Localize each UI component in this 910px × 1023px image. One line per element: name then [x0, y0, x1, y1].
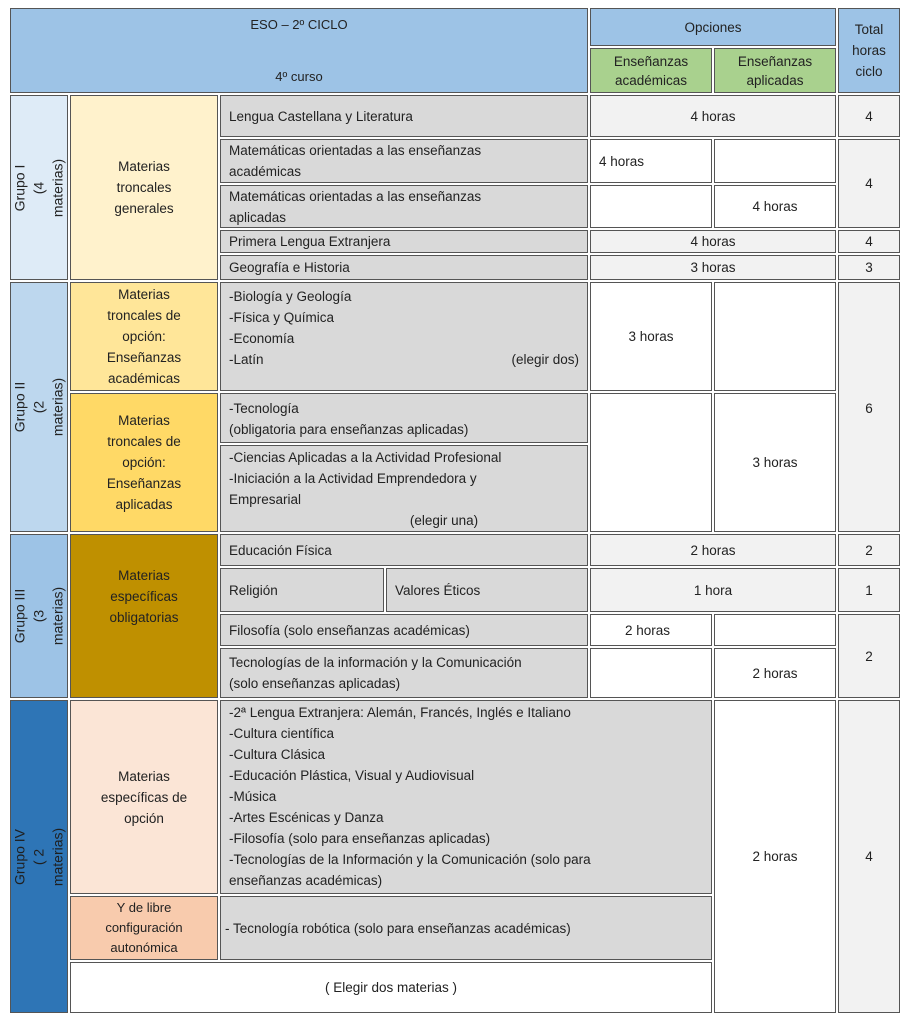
- hours-mat-aplicadas: 4 horas: [714, 185, 836, 228]
- hours-troncales-aplicadas-academicas: [590, 393, 712, 532]
- total-hours-header: Total horas ciclo: [838, 8, 900, 93]
- group-3-text: Grupo III (3 materias): [11, 586, 66, 646]
- hours-primera-lengua: 4 horas: [590, 230, 836, 253]
- option-aplicadas-header: Enseñanzas aplicadas: [714, 48, 836, 93]
- hours-lengua: 4 horas: [590, 95, 836, 137]
- ciencias-aplicadas-list: -Ciencias Aplicadas a la Actividad Profesional -Iniciación a la Actividad Emprendedora y Empresarial: [229, 450, 502, 507]
- subjects-ciencias-aplicadas: [220, 445, 588, 532]
- hours-mat-academicas: 4 horas: [590, 139, 712, 183]
- hours-mat-academicas-aplicadas: [714, 139, 836, 183]
- category-troncales-generales: Materias troncales generales: [70, 95, 218, 280]
- hours-troncales-academicas-aplicadas: [714, 282, 836, 391]
- subject-tecnologia: -Tecnología (obligatoria para enseñanzas aplicadas): [220, 393, 588, 443]
- troncales-academicas-list: -Biología y Geología -Física y Química -Economía: [229, 289, 352, 346]
- total-geografia: 3: [838, 255, 900, 280]
- opciones-header: Opciones: [590, 8, 836, 46]
- group-1-label: [10, 95, 68, 280]
- stage-label: ESO – 2º CICLO: [250, 16, 348, 32]
- subject-religion: Religión: [220, 568, 384, 612]
- hours-tic: 2 horas: [714, 648, 836, 698]
- subject-valores: Valores Éticos: [386, 568, 588, 612]
- subjects-especificas-opcion: -2ª Lengua Extranjera: Alemán, Francés, Inglés e Italiano -Cultura científica -Cultura Clásica -Educación Plástica, Visual y Audiovisual -Música -Artes Escénicas y Danza -Filosofía (solo para enseñanzas aplicadas) -Tecnologías de la Información y la Comunicación (solo para enseñanzas académicas): [220, 700, 712, 894]
- total-grupo-4: 4: [838, 700, 900, 1013]
- hours-tic-academicas: [590, 648, 712, 698]
- hours-grupo-4: 2 horas: [714, 700, 836, 1013]
- subject-lengua: Lengua Castellana y Literatura: [220, 95, 588, 137]
- hours-filosofia: 2 horas: [590, 614, 712, 646]
- hours-geografia: 3 horas: [590, 255, 836, 280]
- subject-robotica: - Tecnología robótica (solo para enseñanzas académicas): [220, 896, 712, 960]
- elegir-una-note: (elegir una): [409, 513, 479, 528]
- latin-row: [229, 349, 579, 370]
- category-especificas-obligatorias: Materias específicas obligatorias: [70, 534, 218, 698]
- total-grupo-2-value: 6: [865, 401, 873, 416]
- hours-filosofia-aplicadas: [714, 614, 836, 646]
- group-2-text: Grupo II (2 materias): [11, 377, 66, 437]
- category-troncales-aplicadas: Materias troncales de opción: Enseñanzas aplicadas: [70, 393, 218, 532]
- hours-ed-fisica: 2 horas: [590, 534, 836, 566]
- elegir-dos-note: (elegir dos): [511, 352, 579, 367]
- total-grupo-2: [838, 282, 900, 532]
- group-2-label: [10, 282, 68, 532]
- subject-geografia: Geografía e Historia: [220, 255, 588, 280]
- latin-label: -Latín: [229, 352, 264, 367]
- table-title: [10, 8, 588, 93]
- group-1-text: Grupo I (4 materias): [11, 158, 66, 217]
- group-3-label: [10, 534, 68, 698]
- hours-troncales-aplicadas: 3 horas: [714, 393, 836, 532]
- option-academicas-header: Enseñanzas académicas: [590, 48, 712, 93]
- category-libre-configuracion: Y de libre configuración autonómica: [70, 896, 218, 960]
- course-label: 4º curso: [275, 68, 323, 84]
- total-ed-fisica: 2: [838, 534, 900, 566]
- subject-ed-fisica: Educación Física: [220, 534, 588, 566]
- total-primera-lengua: 4: [838, 230, 900, 253]
- subjects-troncales-academicas: [220, 282, 588, 391]
- total-lengua: 4: [838, 95, 900, 137]
- elegir-dos-materias: ( Elegir dos materias ): [70, 962, 712, 1013]
- category-troncales-academicas: Materias troncales de opción: Enseñanzas académicas: [70, 282, 218, 391]
- group-4-label: [10, 700, 68, 1013]
- hours-religion-valores: 1 hora: [590, 568, 836, 612]
- hours-mat-aplicadas-academicas: [590, 185, 712, 228]
- total-religion: 1: [838, 568, 900, 612]
- subject-tic: Tecnologías de la información y la Comunicación (solo enseñanzas aplicadas): [220, 648, 588, 698]
- hours-troncales-academicas: 3 horas: [590, 282, 712, 391]
- category-especificas-opcion: Materias específicas de opción: [70, 700, 218, 894]
- total-matematicas: 4: [838, 139, 900, 228]
- subject-mat-aplicadas: Matemáticas orientadas a las enseñanzas aplicadas: [220, 185, 588, 228]
- total-filosofia-tic: 2: [838, 614, 900, 698]
- subject-mat-academicas: Matemáticas orientadas a las enseñanzas académicas: [220, 139, 588, 183]
- subject-primera-lengua: Primera Lengua Extranjera: [220, 230, 588, 253]
- subject-filosofia: Filosofía (solo enseñanzas académicas): [220, 614, 588, 646]
- group-4-text: Grupo IV ( 2 materias): [11, 827, 66, 886]
